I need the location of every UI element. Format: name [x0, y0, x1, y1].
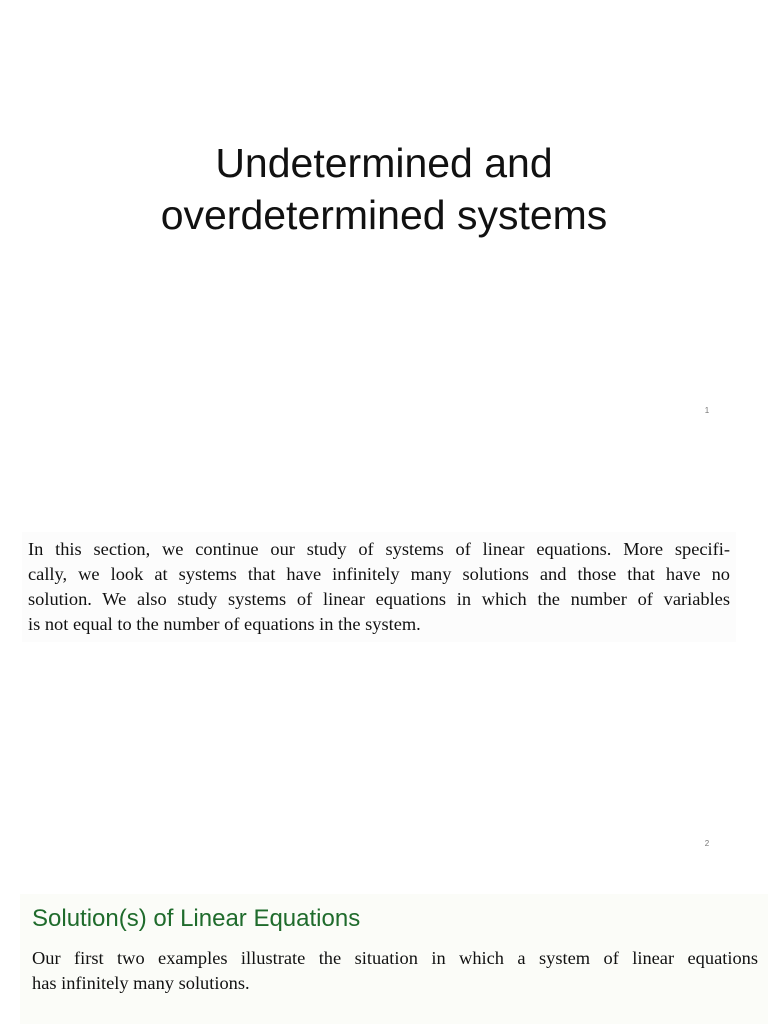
paragraph-line: solution. We also study systems of linear equations in which the number of variables: [28, 589, 730, 609]
section-paragraph: [32, 946, 758, 996]
slide-3: [0, 866, 768, 1024]
page-number: 2: [704, 839, 710, 848]
title-line-1: Undetermined and: [215, 140, 553, 187]
paragraph-line: cally, we look at systems that have infinitely many solutions and those that have no: [28, 564, 730, 584]
paragraph-line: In this section, we continue our study of systems of linear equations. More specifi-: [28, 539, 730, 559]
section-heading: Solution(s) of Linear Equations: [32, 905, 361, 932]
title-line-2: overdetermined systems: [160, 192, 608, 239]
page-number: 1: [704, 406, 710, 415]
paragraph-line: is not equal to the number of equations in the system.: [28, 614, 421, 634]
paragraph-line: has infinitely many solutions.: [32, 973, 250, 993]
intro-paragraph: [28, 537, 730, 637]
slide-2: [0, 433, 768, 865]
slide-title: [0, 137, 768, 241]
paragraph-line: Our first two examples illustrate the situation in which a system of linear equations: [32, 948, 758, 968]
slide-1: [0, 0, 768, 432]
